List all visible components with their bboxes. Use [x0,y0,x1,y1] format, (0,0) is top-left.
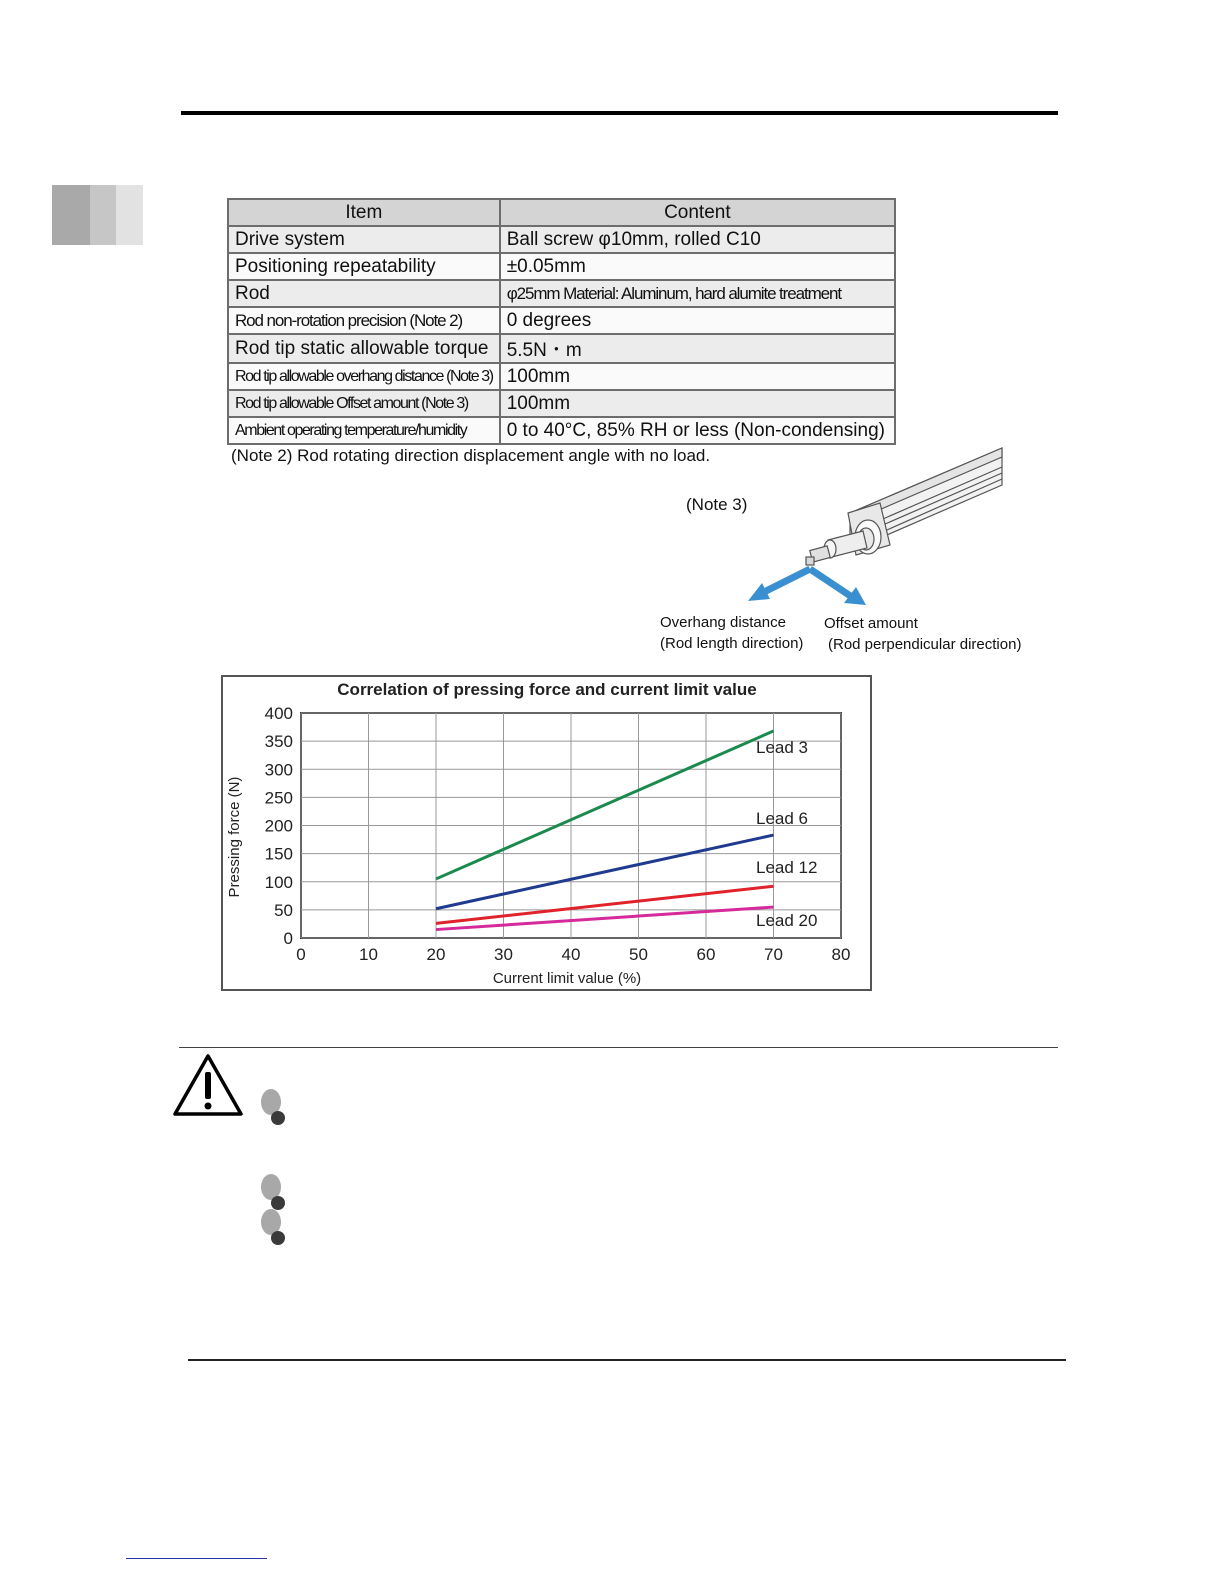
direction-arrows-icon [748,569,866,605]
y-tick-label: 150 [264,844,293,864]
warning-icon [171,1052,245,1118]
table-row [228,417,895,444]
note-3-label: (Note 3) [686,495,748,514]
y-tick-label: 0 [283,929,293,948]
pressing-force-chart [221,675,872,991]
row-item: Ambient operating temperature/humidity [228,417,500,444]
x-tick-label: 10 [359,945,378,964]
header-content: Content [500,199,895,226]
y-tick-label: 50 [274,900,293,920]
footer-link-underline [126,1558,267,1559]
y-tick-label: 200 [264,816,293,836]
note-2-text: (Note 2) Rod rotating direction displacement angle with no load. [231,446,711,465]
row-content: 0 to 40°C, 85% RH or less (Non-condensing) [500,417,895,444]
table-row [228,253,895,280]
table-row [228,307,895,334]
chapter-tab-marker [52,185,143,245]
y-tick-label: 350 [264,732,293,752]
row-item: Rod tip allowable Offset amount (Note 3) [228,390,500,417]
x-axis-label: Current limit value (%) [492,970,642,987]
x-tick-label: 40 [561,945,581,964]
x-tick-label: 50 [629,945,648,964]
table-row [228,390,895,417]
row-content: φ25mm Material: Aluminum, hard alumite treatment [500,280,895,307]
spec-table [227,198,896,445]
x-tick-label: 80 [831,945,851,964]
series-label: Lead 12 [756,858,818,877]
y-tick-label: 250 [264,788,293,808]
bullet-icon [260,1088,286,1126]
header-rule [181,111,1058,115]
caution-divider [179,1047,1058,1048]
row-item: Rod non-rotation precision (Note 2) [228,307,500,334]
table-row [228,334,895,363]
x-tick-label: 60 [696,945,716,964]
y-tick-label: 300 [264,760,293,780]
x-tick-label: 70 [764,945,783,964]
overhang-label: Overhang distance (Rod length direction) [660,614,804,652]
actuator-illustration [740,445,1010,615]
header-item: Item [228,199,500,226]
table-row [228,280,895,307]
row-item: Rod tip allowable overhang distance (Note 3) [228,363,500,390]
y-axis-label: Pressing force (N) [226,776,243,898]
series-label: Lead 20 [756,911,818,930]
row-content: 0 degrees [500,307,895,334]
series-label: Lead 6 [756,809,808,828]
bullet-icon [260,1173,286,1211]
row-content: Ball screw φ10mm, rolled C10 [500,226,895,253]
x-tick-label: 30 [494,945,513,964]
x-tick-label: 0 [296,945,306,964]
footer-rule [188,1359,1066,1361]
row-item: Rod tip static allowable torque [228,334,500,363]
series-label: Lead 3 [756,738,808,757]
table-header-row [228,199,895,226]
offset-label: Offset amount (Rod perpendicular direction) [824,615,1022,653]
table-row [228,363,895,390]
bullet-icon [260,1208,286,1246]
row-content: 100mm [500,363,895,390]
chart-title: Correlation of pressing force and current limit value [337,680,757,699]
table-row [228,226,895,253]
row-content: 5.5N・m [500,334,895,363]
row-content: ±0.05mm [500,253,895,280]
row-content: 100mm [500,390,895,417]
row-item: Rod [228,280,500,307]
y-tick-label: 100 [264,872,293,892]
row-item: Positioning repeatability [228,253,500,280]
x-tick-label: 20 [426,945,446,964]
y-tick-label: 400 [264,704,293,723]
row-item: Drive system [228,226,500,253]
